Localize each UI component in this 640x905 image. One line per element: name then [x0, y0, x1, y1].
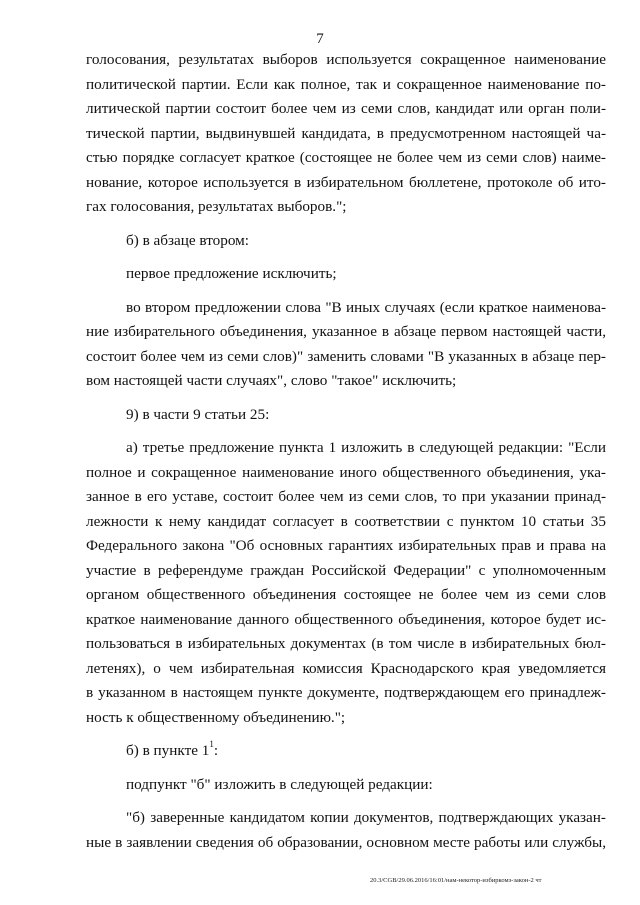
text-line: гах голосования, результатах выборов.";	[86, 198, 347, 215]
text-line: политической партии. Если как полное, так и сокращенное наименование по-	[86, 75, 606, 93]
text-line: летенях), о чем избирательная комиссия Краснодарского края уведомляется	[86, 659, 606, 677]
text-line: "б) заверенные кандидатом копии документов, подтверждающих указан-	[126, 809, 606, 826]
text-line: во втором предложении слова "В иных случаях (если краткое наименова-	[126, 298, 606, 316]
text-line: пользоваться в избирательных документах (в том числе в избирательных бюл-	[86, 635, 606, 652]
item-b-point-superscript: 1	[209, 738, 214, 749]
text-line: состоит более чем из семи слов)" заменить словами "В указанных в абзаце пер-	[86, 347, 606, 365]
text-line: литической партии состоит более чем из семи слов, кандидат или орган поли-	[86, 100, 606, 117]
paragraph-gap	[86, 797, 606, 806]
text-line: краткое наименование данного общественного объединения, которое будет ис-	[86, 610, 606, 628]
paragraph-gap	[86, 427, 606, 436]
text-line: б) в абзаце втором:	[126, 231, 249, 249]
paragraph-gap	[86, 287, 606, 296]
text-line: тической партии, выдвинувшей кандидата, в предусмотренном настоящей ча-	[86, 124, 606, 142]
item-b-point-prefix: б) в пункте 1	[126, 742, 210, 759]
text-line: подпункт "б" изложить в следующей редакции:	[126, 775, 433, 793]
text-line: полное и сокращенное наименование иного общественного объединения, ука-	[86, 463, 606, 481]
text-line: лежности к нему кандидат согласует в соответствии с пунктом 10 статьи 35	[86, 512, 606, 530]
text-line: ние избирательного объединения, указанное в абзаце первом настоящей части,	[86, 323, 606, 340]
paragraph-gap	[86, 220, 606, 229]
text-line: занное в его уставе, состоит более чем из семи слов, то при указании принад-	[86, 488, 606, 505]
item-b-point-suffix: :	[213, 742, 219, 759]
text-line: 9) в части 9 статьи 25:	[126, 405, 270, 423]
paragraph-gap	[86, 394, 606, 403]
text-line: первое предложение исключить;	[126, 265, 337, 282]
text-line: участие в референдуме граждан Российской Федерации" с уполномоченным	[86, 561, 606, 579]
paragraph-gap	[86, 764, 606, 773]
page-number: 7	[316, 31, 324, 47]
text-line: вом настоящей части случаях", слово "такое" исключить;	[86, 372, 457, 389]
document-body	[86, 48, 606, 855]
text-line: стью порядке согласует краткое (состоящее не более чем из семи слов) наиме-	[86, 149, 606, 166]
text-line: ность к общественному объединению.";	[86, 708, 346, 726]
footer-stamp: 20.3/CGB/29.06.2016/16:01/нам-некотор-избиркомз-закон-2 чт	[370, 877, 542, 884]
paragraph-gap	[86, 730, 606, 739]
text-line: органом общественного объединения состоящее не более чем из семи слов	[86, 586, 606, 603]
text-line: нование, которое используется в избирательном бюллетене, протоколе об ито-	[86, 173, 606, 191]
text-line: ные в заявлении сведения об образовании, основном месте работы или службы,	[86, 833, 606, 851]
text-line: в указанном в настоящем пункте документе, подтверждающем его принадлеж-	[86, 684, 606, 701]
text-line: голосования, результатах выборов используется сокращенное наименование	[86, 51, 606, 68]
text-line: а) третье предложение пункта 1 изложить в следующей редакции: "Если	[126, 439, 606, 456]
item-b-point-line	[86, 739, 606, 764]
text-line: Федерального закона "Об основных гарантиях избирательных прав и права на	[86, 537, 606, 554]
paragraph-gap	[86, 253, 606, 262]
